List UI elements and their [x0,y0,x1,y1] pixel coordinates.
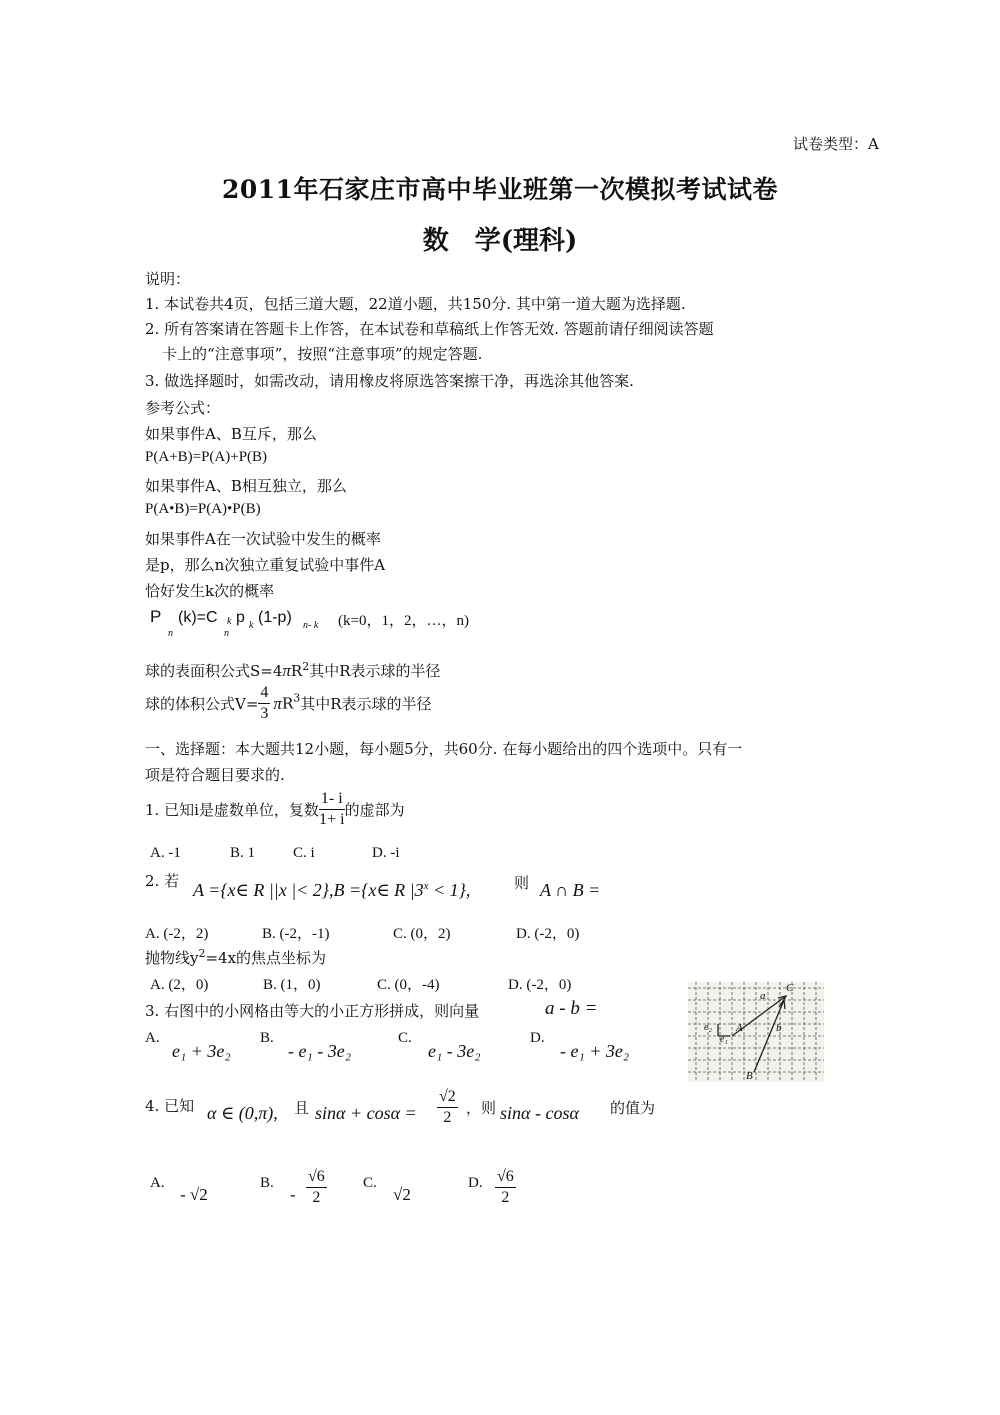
q4-post: 的值为 [610,1099,656,1117]
binomial-sub-n: n [168,628,173,639]
q4-and: 且 [294,1099,310,1117]
section-heading: 一、选择题：本大题共12小题，每小题5分，共60分. 在每小题给出的四个选项中。只有一 [145,740,743,758]
q2-option: D. (-2，0) [516,926,580,942]
q4-rhs-fraction: $\frac{√2}{2}$ [439,1088,456,1126]
q4-target: sinα - cosα [500,1103,579,1123]
q2-option: A. (-2，2) [145,926,209,942]
formula-line: P(A•B)=P(A)•P(B) [145,501,261,517]
binomial-one-minus-p: (1-p) [258,609,292,626]
q4-option-label: C. [363,1175,377,1191]
instruction-item: 1. 本试卷共4页，包括三道大题，22道小题，共150分. 其中第一道大题为选择题. [145,295,686,313]
q4-option-expr: - √2 [180,1185,208,1204]
q4-lhs: sinα + cosα = [315,1103,417,1123]
q4-domain: α ∈ (0,π), [207,1103,278,1123]
formula-line: 恰好发生k次的概率 [145,582,275,600]
sphere-area-formula: 球的表面积公式$S=4\pi R^2$其中R表示球的半径 [145,660,441,680]
label-A: A [736,1022,743,1034]
formula-line: 如果事件A在一次试验中发生的概率 [145,530,381,548]
binomial-sup-k: k [227,616,232,627]
instruction-item: 2. 所有答案请在答题卡上作答，在本试卷和草稿纸上作答无效. 答题前请仔细阅读答题 [145,320,714,338]
q2-sets: A ={x∈ R ||x |< 2},B ={x∈ R $|3^x < 1$}, [193,880,471,900]
formula-line: 如果事件A、B相互独立，那么 [145,477,347,495]
binomial-sub-nk: n- k [303,620,319,631]
q4-option-fraction: $\frac{√6}{2}$ [497,1168,514,1206]
page-title: 2011年石家庄市高中毕业班第一次模拟考试试卷 [221,175,779,204]
formulas-label: 参考公式： [145,399,221,417]
formula-line: P(A+B)=P(A)+P(B) [145,449,268,465]
binomial-kC: (k)=C [178,609,218,626]
label-b: b [776,1022,782,1034]
binomial-range: (k=0，1，2，…，n) [338,613,469,629]
exam-type: 试卷类型：A [793,135,879,153]
q2-then: 则 [514,874,530,892]
q4-option-expr: √2 [393,1185,411,1204]
parabola-option: A. (2，0) [150,977,209,993]
binomial-p: p [236,609,245,626]
instruction-item: 卡上的“注意事项”，按照“注意事项”的规定答题. [162,345,483,363]
q3-option-label: B. [260,1030,274,1046]
question-1: 1. 已知i是虚数单位，复数 $\frac{1- i}{1+ i}$ 的虚部为 [145,790,405,828]
sphere-volume-formula: 球的体积公式V= $\frac{4}{3}$ $\pi R^3$其中R表示球的半径 [145,684,432,722]
q1-option: B. 1 [230,845,256,861]
parabola-option: D. (-2，0) [508,977,572,993]
q4-option-label: D. [468,1175,483,1191]
fraction: $\frac{4}{3}$ [260,684,269,722]
q2-option: C. (0，2) [393,926,451,942]
page-subtitle: 数 学(理科) [422,226,578,256]
q4-option-label: A. [150,1175,165,1191]
q1-option: A. -1 [150,845,181,861]
binomial-sub-k: k [249,620,254,631]
fraction: $\frac{1- i}{1+ i}$ [319,790,345,828]
q3-option-expr: e₁ - 3e₂ [428,1041,481,1061]
question-4: 4. 已知 [145,1097,195,1115]
q4-then: ，则 [466,1099,497,1117]
pi-symbol: π [282,661,291,680]
section-heading: 项是符合题目要求的. [145,766,285,784]
label-B: B [746,1070,753,1082]
q3-option-expr: - e₁ - 3e₂ [288,1041,351,1061]
q3-vector-expr: a - b = [545,998,598,1019]
q3-option-label: C. [398,1030,412,1046]
label-e1: e₁ [720,1034,728,1045]
q2-intersection: A ∩ B = [540,880,601,900]
q1-option: D. -i [372,845,400,861]
grid-figure [688,982,824,1082]
instructions-label: 说明： [145,270,191,288]
q3-option-label: A. [145,1030,160,1046]
q3-option-expr: e₁ + 3e₂ [172,1041,231,1061]
q4-option-minus: - [290,1185,296,1204]
q1-option: C. i [293,845,315,861]
parabola-option: C. (0，-4) [377,977,440,993]
instruction-item: 3. 做选择题时，如需改动，请用橡皮将原选答案擦干净，再选涂其他答案. [145,372,634,390]
q4-option-label: B. [260,1175,274,1191]
q3-option-expr: - e₁ + 3e₂ [560,1041,630,1061]
question-parabola: 抛物线$y^2=4x$的焦点坐标为 [145,947,327,967]
binomial-P: P [150,607,162,626]
question-3: 3. 右图中的小网格由等大的小正方形拼成，则向量 [145,1002,480,1020]
question-2: 2. 若 [145,872,180,890]
label-C: C [786,982,794,994]
label-a: a [760,990,766,1002]
q3-option-label: D. [530,1030,545,1046]
binomial-sub-n: n [224,628,229,639]
label-e2: e₂ [704,1022,712,1033]
formula-line: 是p，那么n次独立重复试验中事件A [145,556,386,574]
parabola-option: B. (1，0) [263,977,321,993]
formula-line: 如果事件A、B互斥，那么 [145,425,317,443]
q4-option-fraction: $\frac{√6}{2}$ [308,1168,325,1206]
q2-option: B. (-2，-1) [262,926,330,942]
